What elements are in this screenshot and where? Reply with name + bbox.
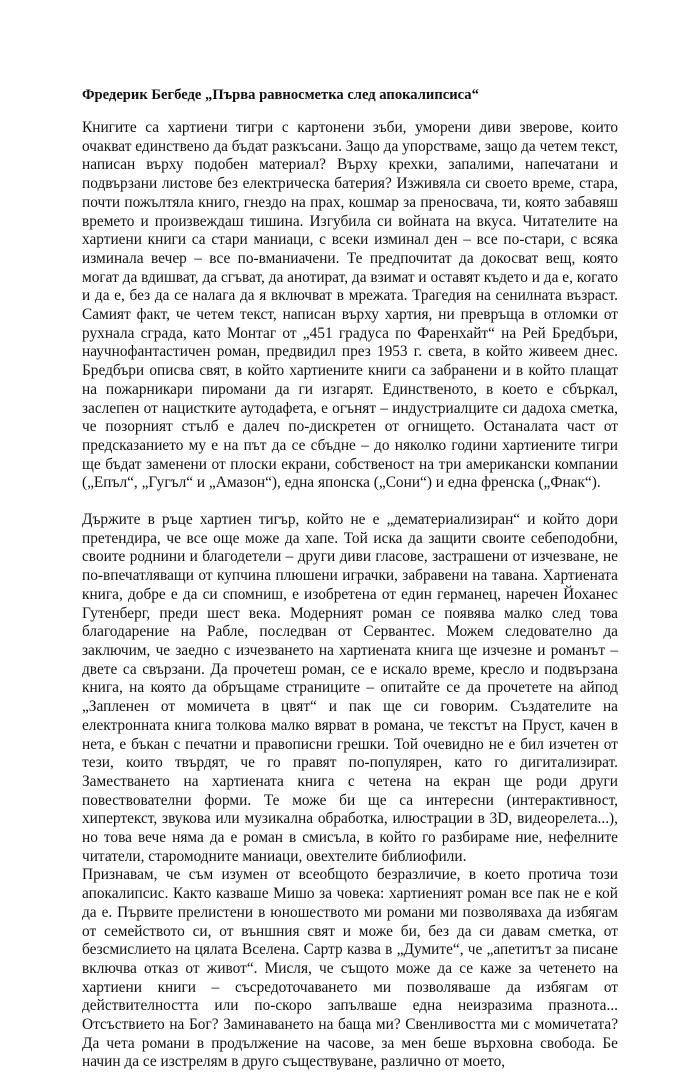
- paragraph-3: Признавам, че съм изумен от всеобщото безразличие, в което протича този апокалипсис. Както казваше Мишо за човека: хартиеният роман все пак не е кой да е. Първите прелистени в юношеството ми романи ми позволяваха да избягам от семейството си, от външния свят и може би, без да си давам сметка, от безсмислието на цялата Вселена. Сартр казва в „Думите“, че „апетитът за писане включва отказ от живот“. Мисля, че същото може да се каже за четенето на хартиени книги – съсредоточаването ми позволяваше да избягам от действителността или по-скоро запълваше една неизразима празнота... Отсъствието на Бог? Заминаването на баща ми? Свенливостта ми с момичетата? Да чета романи в продължение на часове, за мен беше върховна свобода. Бе начин да се изстрелям в друго съществуване, различно от моето,: [82, 866, 618, 1071]
- document-title: Фредерик Бегбеде „Първа равносметка след апокалипсиса“: [82, 87, 479, 103]
- paragraph-1: Книгите са хартиени тигри с картонени зъби, уморени диви зверове, които очакват единствено да бъдат разкъсани. Защо да упорстваме, защо да четем текст, написан върху подобен материал? Върху крехки, запалими, напечатани и подвързани листове без електрическа батерия? Изживяла си своето време, стара, почти пожълтяла книго, гнездо на прах, кошмар за преносвача, ти, която забавяш времето и произвеждаш тишина. Изгубила си войната на вкуса. Читателите на хартиени книги са стари маниаци, с всеки изминал ден – все по-стари, с всяка изминала вечер – все по-вманиачени. Те предпочитат да докосват вещ, която могат да вдишват, да сгъват, да анотират, да взимат и оставят където и да е, когато и да е, без да се налага да я включват в мрежата. Трагедия на сенилната възраст. Самият факт, че четем текст, написан върху хартия, ни превръща в отломки от рухнала сграда, като Монтаг от „451 градуса по Фаренхайт“ на Рей Бредбъри, научнофантастичен роман, предвидил през 1953 г. света, в който живеем днес. Бредбъри описва свят, в който хартиените книги са забранени и в който плащат на пожарникари пиромани да ги изгарят. Единственото, в което е сбъркал, заслепен от нацистките аутодафета, е огънят – индустриалците си дадоха сметка, че позорният стълб е далеч по-дискретен от огнището. Останалата част от предсказанието му е на път да се сбъдне – до няколко години хартиените тигри ще бъдат заменени от плоски екрани, собственост на три американски компании („Епъл“, „Гугъл“ и „Амазон“), една японска („Сони“) и една френска („Фнак“).: [82, 119, 618, 492]
- paragraph-2: Държите в ръце хартиен тигър, който не е „дематериализиран“ и който дори претендира, че все още може да хапе. Той иска да защити своите себеподобни, своите роднини и благодетели – други диви гласове, застрашени от изчезване, не по-впечатляващи от купчина плюшени играчки, забравени на тавана. Хартиената книга, добре е да си спомниш, е изобретена от един германец, наречен Йоханес Гутенберг, преди шест века. Модерният роман се появява малко след това благодарение на Рабле, последван от Сервантес. Можем следователно да заключим, че заедно с изчезването на хартиената книга ще изчезне и романът – двете са свързани. Да прочетеш роман, се е искало време, кресло и подвързана книга, на която да обръщаме страниците – опитайте се да прочетете на айпод „Запленен от момичета в цвят“ и пак ще си говорим. Създателите на електронната книга толкова малко вярват в романа, че текстът на Пруст, качен в нета, е бъкан с печатни и правописни грешки. Той очевидно не е бил изчетен от тези, които твърдят, че го правят по-популярен, като го дигитализират. Заместването на хартиената книга с четена на екран ще роди други повествователни форми. Те може би ще са интересни (интерактивност, хипертекст, звукова или музикална обработка, илюстрации в 3D, видеорелета...), но това вече няма да е роман в смисъла, в който го разбираме ние, нефелните читатели, старомодните маниаци, овехтелите библиофили.: [82, 511, 618, 865]
